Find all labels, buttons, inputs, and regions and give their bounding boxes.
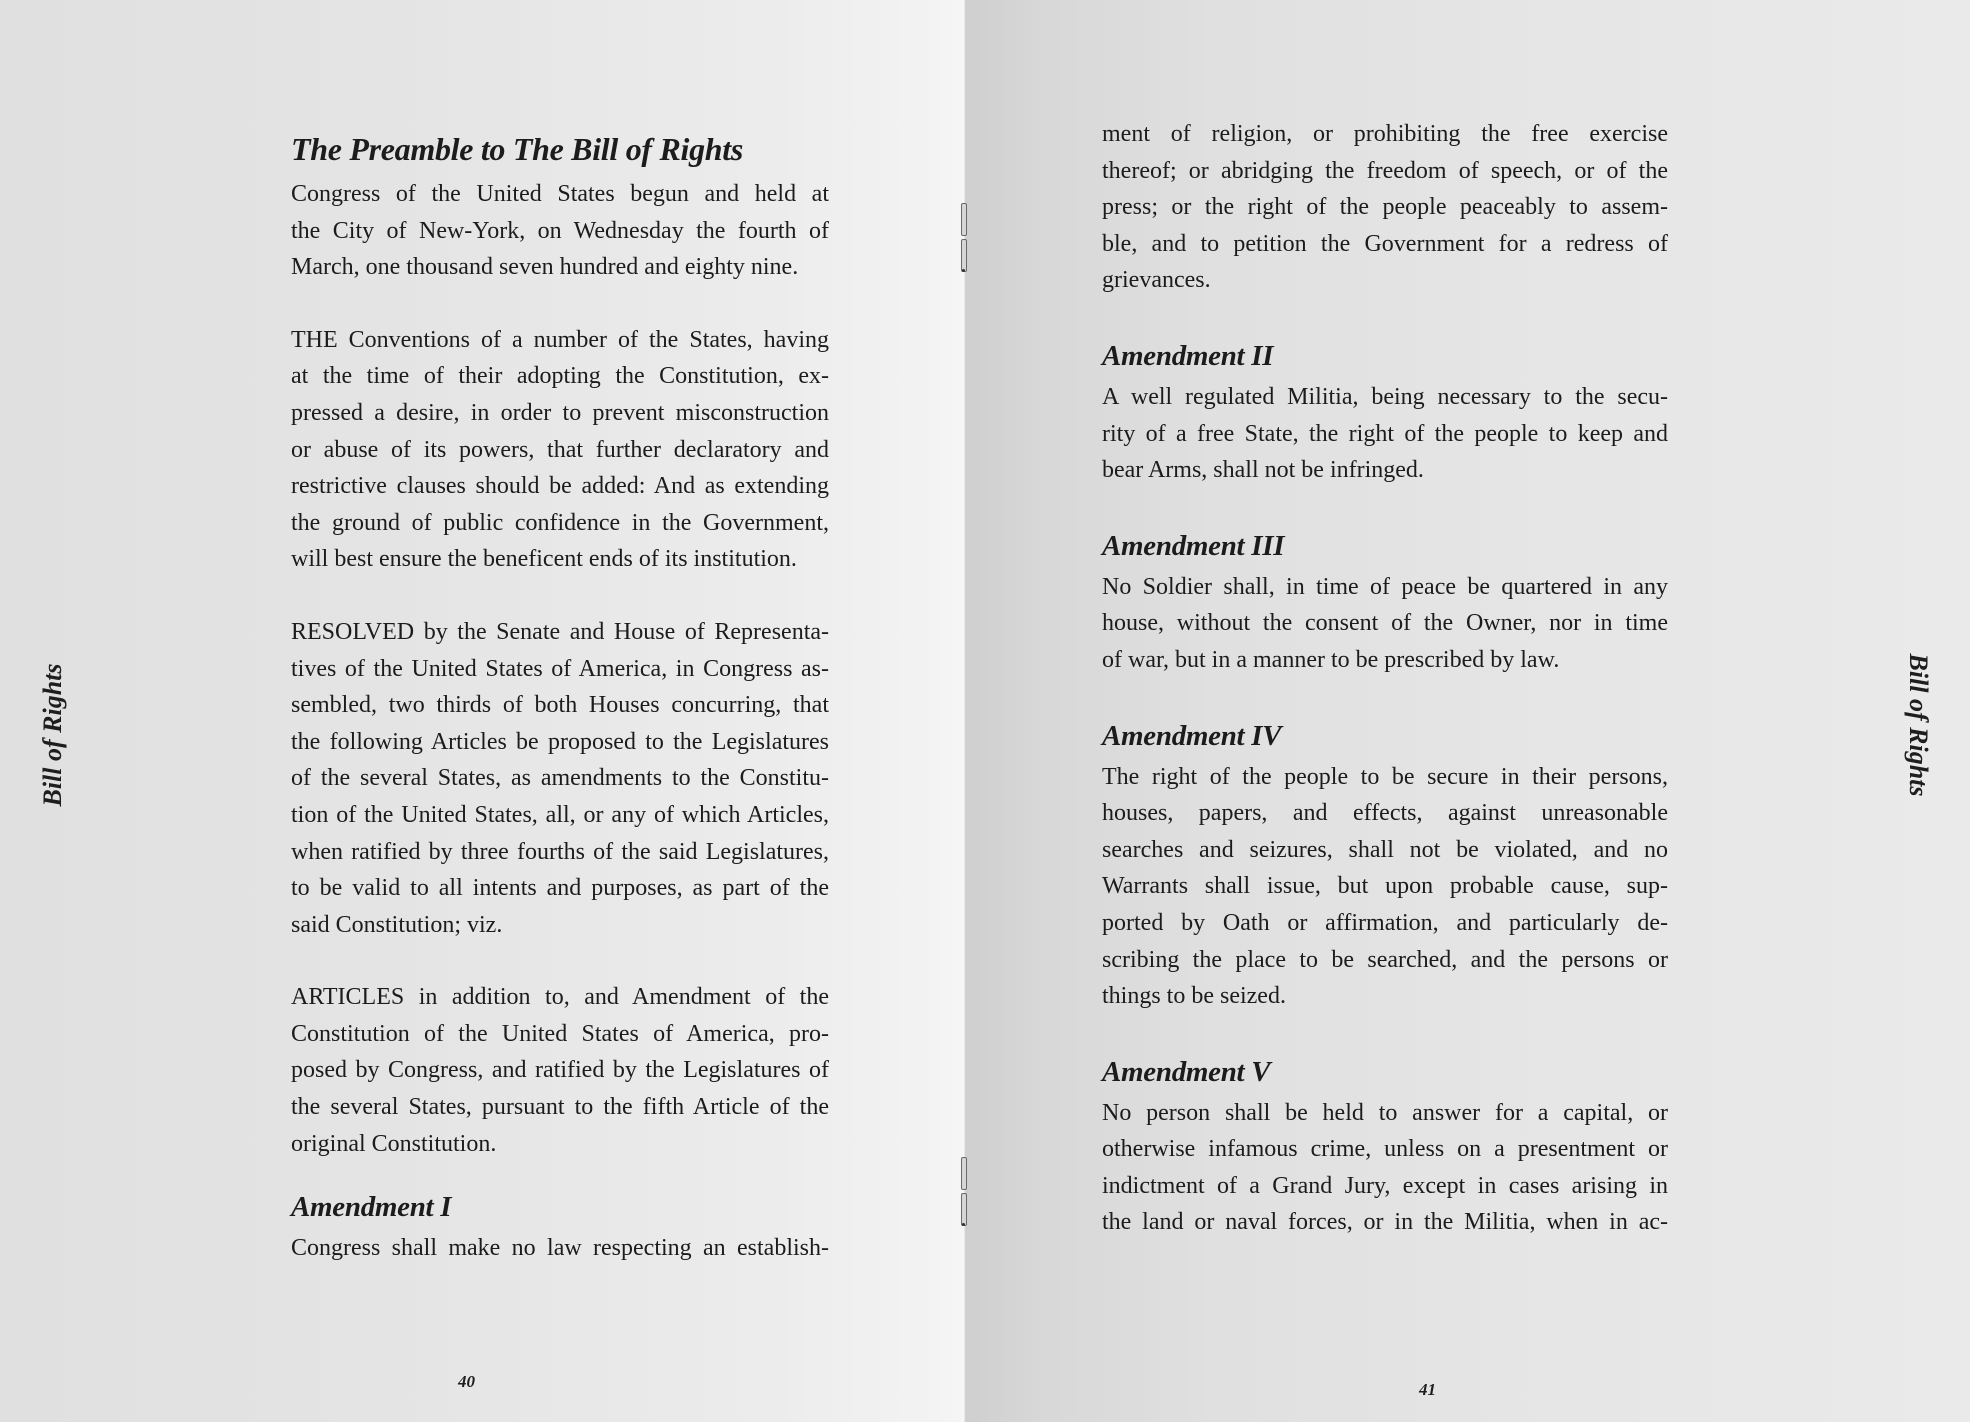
text-line: at the time of their adopting the Constitution, ex- — [291, 363, 829, 390]
amendment-text — [291, 1230, 829, 1267]
text-line: or abuse of its powers, that further declaratory and — [291, 436, 829, 463]
text-line: houses, papers, and effects, against unreasonable — [1102, 800, 1668, 827]
staple-top — [961, 203, 967, 272]
text-line: otherwise infamous crime, unless on a presentment or — [1102, 1136, 1668, 1163]
text-line: the several States, pursuant to the fifth Article of the — [291, 1094, 829, 1121]
amendments-list — [1102, 299, 1668, 1241]
text-line: of war, but in a manner to be prescribed by law. — [1102, 646, 1560, 673]
amendment-text — [1102, 569, 1668, 679]
text-line: sembled, two thirds of both Houses concurring, that — [291, 692, 829, 719]
text-line: the City of New-York, on Wednesday the fourth of — [291, 217, 829, 244]
text-line: original Constitution. — [291, 1130, 497, 1157]
text-line: grievances. — [1102, 267, 1211, 294]
text-line: ment of religion, or prohibiting the free exercise — [1102, 121, 1668, 147]
running-header-right: Bill of Rights — [1904, 653, 1933, 797]
paragraph — [291, 176, 829, 286]
left-page-text — [291, 128, 829, 1267]
text-line: said Constitution; viz. — [291, 911, 503, 938]
amendment-heading: Amendment II — [1102, 339, 1274, 372]
amendment-heading: Amendment IV — [1102, 719, 1282, 752]
text-line: the ground of public confidence in the Government, — [291, 509, 829, 536]
text-line: Warrants shall issue, but upon probable cause, sup- — [1102, 873, 1668, 900]
amendment-section — [1102, 527, 1668, 679]
text-line: when ratified by three fourths of the said Legislatures, — [291, 838, 829, 865]
text-line: thereof; or abridging the freedom of speech, or of the — [1102, 157, 1668, 184]
page-title: The Preamble to The Bill of Rights — [291, 131, 744, 167]
text-line: indictment of a Grand Jury, except in cases arising in — [1102, 1172, 1668, 1199]
text-line: searches and seizures, shall not be violated, and no — [1102, 836, 1668, 863]
text-line: scribing the place to be searched, and the persons or — [1102, 946, 1668, 973]
amendment-heading: Amendment I — [291, 1191, 452, 1224]
right-page-text — [1102, 116, 1668, 1241]
amendment-section — [1102, 337, 1668, 489]
text-line: ported by Oath or affirmation, and particularly de- — [1102, 909, 1668, 936]
amendment-heading: Amendment III — [1102, 529, 1285, 562]
amendment-text — [1102, 1095, 1668, 1241]
text-line: No Soldier shall, in time of peace be quartered in any — [1102, 573, 1668, 600]
text-line: Constitution of the United States of America, pro- — [291, 1020, 829, 1047]
paragraph — [291, 979, 829, 1162]
text-line: tives of the United States of America, in Congress as- — [291, 655, 829, 682]
paragraph — [291, 322, 829, 578]
text-line: A well regulated Militia, being necessary to the secu- — [1102, 383, 1668, 410]
text-line: pressed a desire, in order to prevent misconstruction — [291, 399, 829, 426]
amendment-section — [1102, 1053, 1668, 1241]
text-line: Congress of the United States begun and held at — [291, 181, 829, 207]
text-line: things to be seized. — [1102, 983, 1286, 1010]
text-line: the following Articles be proposed to the Legislatures — [291, 728, 829, 755]
text-line: house, without the consent of the Owner, nor in time — [1102, 610, 1668, 637]
text-line: March, one thousand seven hundred and eighty nine. — [291, 254, 799, 281]
page-number: 40 — [458, 1372, 475, 1391]
amendment-text — [1102, 759, 1668, 1015]
text-line: No person shall be held to answer for a capital, or — [1102, 1099, 1668, 1126]
text-line: Congress shall make no law respecting an establish- — [291, 1235, 829, 1262]
amendment-continuation — [1102, 116, 1668, 299]
page-number: 41 — [1419, 1380, 1436, 1399]
text-line: THE Conventions of a number of the States, having — [291, 326, 829, 353]
text-line: RESOLVED by the Senate and House of Representa- — [291, 618, 829, 645]
text-line: tion of the United States, all, or any of which Articles, — [291, 801, 829, 828]
staple-bottom — [961, 1157, 967, 1226]
text-line: to be valid to all intents and purposes, as part of the — [291, 875, 829, 902]
text-line: bear Arms, shall not be infringed. — [1102, 457, 1424, 484]
text-line: of the several States, as amendments to the Constitu- — [291, 765, 829, 792]
amendment-heading: Amendment V — [1102, 1055, 1271, 1088]
text-line: ble, and to petition the Government for a redress of — [1102, 230, 1668, 257]
text-line: The right of the people to be secure in their persons, — [1102, 763, 1668, 790]
text-line: restrictive clauses should be added: And as extending — [291, 473, 829, 500]
text-line: will best ensure the beneficent ends of its institution. — [291, 546, 797, 573]
amendment-text — [1102, 379, 1668, 489]
text-line: press; or the right of the people peaceably to assem- — [1102, 194, 1668, 221]
running-header-left: Bill of Rights — [38, 663, 67, 807]
text-line: ARTICLES in addition to, and Amendment of the — [291, 984, 829, 1011]
text-line: the land or naval forces, or in the Militia, when in ac- — [1102, 1209, 1668, 1236]
amendment-section — [1102, 717, 1668, 1015]
paragraph — [291, 614, 829, 943]
text-line: rity of a free State, the right of the people to keep and — [1102, 420, 1668, 447]
preamble-paragraphs — [291, 176, 829, 1162]
text-line: posed by Congress, and ratified by the Legislatures of — [291, 1057, 829, 1084]
